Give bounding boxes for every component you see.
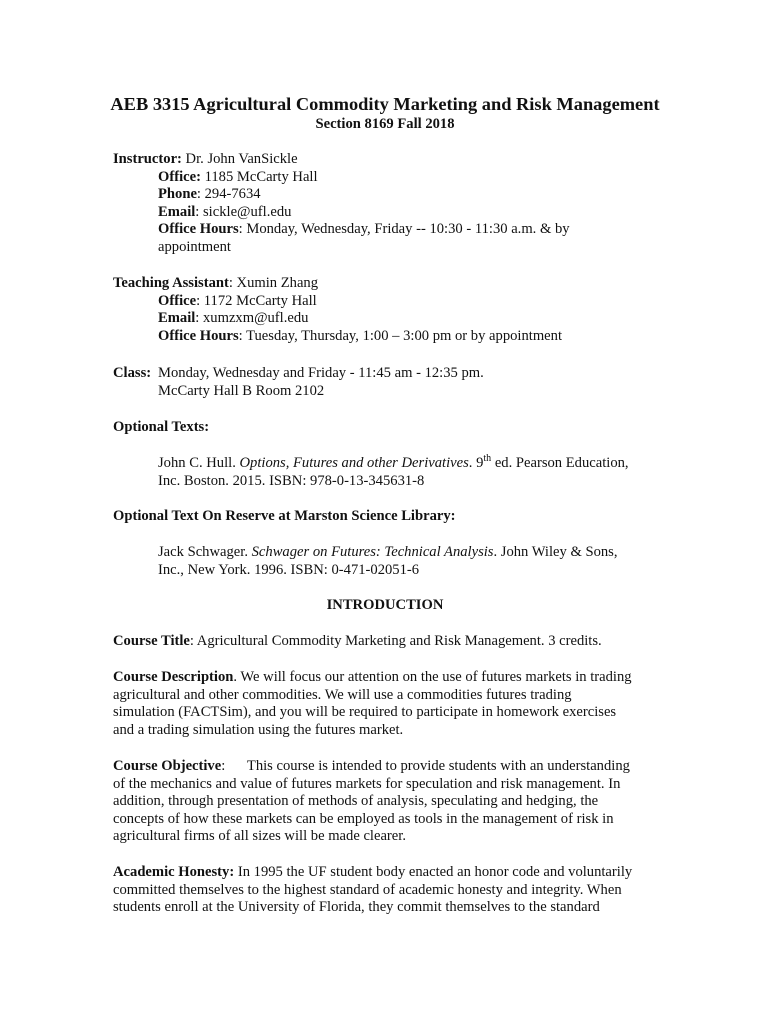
honesty-line-2: committed themselves to the highest standard of academic honesty and integrity. When — [113, 881, 622, 898]
course-title-paragraph — [113, 633, 661, 651]
objective-line-2: of the mechanics and value of futures markets for speculation and risk management. In — [113, 775, 621, 792]
course-title-text: : Agricultural Commodity Marketing and Risk Management. 3 credits. — [189, 633, 602, 649]
hull-book-title: Options, Futures and other Derivatives — [239, 455, 469, 471]
instructor-office-line — [113, 169, 673, 187]
description-line-4: and a trading simulation using the futures market. — [113, 721, 404, 738]
ta-line — [113, 275, 673, 293]
objective-line-3: addition, through presentation of methods of analysis, speculating and hedging, the — [113, 793, 599, 810]
instructor-email-label: Email — [158, 203, 196, 220]
schwager-book-title: Schwager on Futures: Technical Analysis — [251, 544, 494, 560]
class-block — [113, 365, 673, 400]
ta-office: : 1172 McCarty Hall — [196, 292, 317, 309]
schwager-author: Jack Schwager. — [158, 544, 252, 560]
instructor-hours-label: Office Hours — [158, 221, 239, 238]
reserve-label: Optional Text On Reserve at Marston Science Library: — [113, 508, 456, 524]
honesty-line — [113, 864, 661, 882]
academic-honesty-label: Academic Honesty: — [113, 864, 235, 880]
schwager-citation-line1 — [113, 544, 673, 562]
instructor-email: : sickle@ufl.edu — [195, 203, 292, 220]
instructor-name: Dr. John VanSickle — [181, 151, 298, 167]
introduction-heading: INTRODUCTION — [326, 597, 444, 613]
schwager-publisher: . John Wiley & Sons, — [493, 544, 618, 560]
hull-citation-line1 — [113, 455, 673, 473]
section-subtitle: Section 8169 Fall 2018 — [315, 116, 455, 132]
ta-email-line — [113, 310, 673, 328]
schwager-citation-line2: Inc., New York. 1996. ISBN: 0-471-02051-6 — [158, 561, 420, 578]
instructor-block — [113, 151, 673, 257]
course-description-paragraph — [113, 669, 661, 739]
optional-texts-citation — [113, 455, 673, 490]
objective-line-1: : This course is intended to provide students with an understanding — [221, 758, 630, 774]
instructor-label: Instructor: — [113, 151, 182, 167]
hull-publisher: ed. Pearson Education, — [491, 455, 629, 471]
class-details — [158, 365, 484, 400]
course-description-label: Course Description — [113, 669, 234, 685]
honesty-line-3: students enroll at the University of Florida, they commit themselves to the standard — [113, 899, 600, 916]
instructor-phone-label: Phone — [158, 186, 197, 203]
hull-edition-sup: th — [483, 453, 492, 465]
ta-hours-line — [113, 328, 673, 346]
instructor-email-line — [113, 204, 673, 222]
class-label: Class: — [113, 365, 152, 381]
class-room: McCarty Hall B Room 2102 — [158, 382, 325, 399]
course-objective-paragraph — [113, 758, 661, 846]
class-row — [113, 365, 673, 400]
instructor-line — [113, 151, 673, 169]
objective-line-4: concepts of how these markets can be employed as tools in the management of risk in — [113, 810, 614, 827]
instructor-phone-line — [113, 186, 673, 204]
instructor-hours-line — [113, 221, 673, 239]
ta-email-label: Email — [158, 310, 196, 327]
ta-block — [113, 275, 673, 345]
objective-line-5: agricultural firms of all sizes will be made clearer. — [113, 828, 406, 845]
ta-name: : Xumin Zhang — [228, 275, 319, 291]
hull-citation-line2: Inc. Boston. 2015. ISBN: 978-0-13-345631-8 — [158, 472, 425, 489]
instructor-office-label: Office: — [158, 168, 201, 185]
instructor-phone: : 294-7634 — [196, 186, 261, 203]
description-line-3: simulation (FACTSim), and you will be required to participate in homework exercises — [113, 704, 617, 721]
optional-texts-label: Optional Texts: — [113, 419, 210, 435]
honesty-line-1: In 1995 the UF student body enacted an honor code and voluntarily — [234, 864, 633, 880]
description-line — [113, 669, 661, 687]
instructor-hours-continued: appointment — [158, 238, 231, 255]
ta-office-label: Office — [158, 292, 197, 309]
ta-label: Teaching Assistant — [113, 275, 229, 291]
hull-author: John C. Hull. — [158, 455, 240, 471]
course-title-heading: AEB 3315 Agricultural Commodity Marketing and Risk Management — [110, 94, 660, 114]
ta-hours-label: Office Hours — [158, 327, 239, 344]
academic-honesty-paragraph — [113, 864, 661, 917]
instructor-hours: : Monday, Wednesday, Friday -- 10:30 - 11:30 a.m. & by — [238, 221, 570, 238]
course-objective-label: Course Objective — [113, 758, 222, 774]
description-line-1: . We will focus our attention on the use of futures markets in trading — [233, 669, 632, 685]
optional-texts-heading — [113, 419, 673, 437]
class-schedule: Monday, Wednesday and Friday - 11:45 am - 12:35 pm. — [158, 365, 484, 381]
course-title-label: Course Title — [113, 633, 190, 649]
reserve-heading — [113, 508, 673, 526]
ta-email: : xumzxm@ufl.edu — [195, 310, 309, 327]
hull-edition: . 9 — [468, 455, 484, 471]
instructor-office: 1185 McCarty Hall — [200, 168, 318, 185]
ta-office-line — [113, 293, 673, 311]
ta-hours: : Tuesday, Thursday, 1:00 – 3:00 pm or by appointment — [238, 327, 563, 344]
objective-line — [113, 758, 661, 776]
reserve-citation — [113, 544, 673, 579]
description-line-2: agricultural and other commodities. We will use a commodities futures trading — [113, 686, 572, 703]
